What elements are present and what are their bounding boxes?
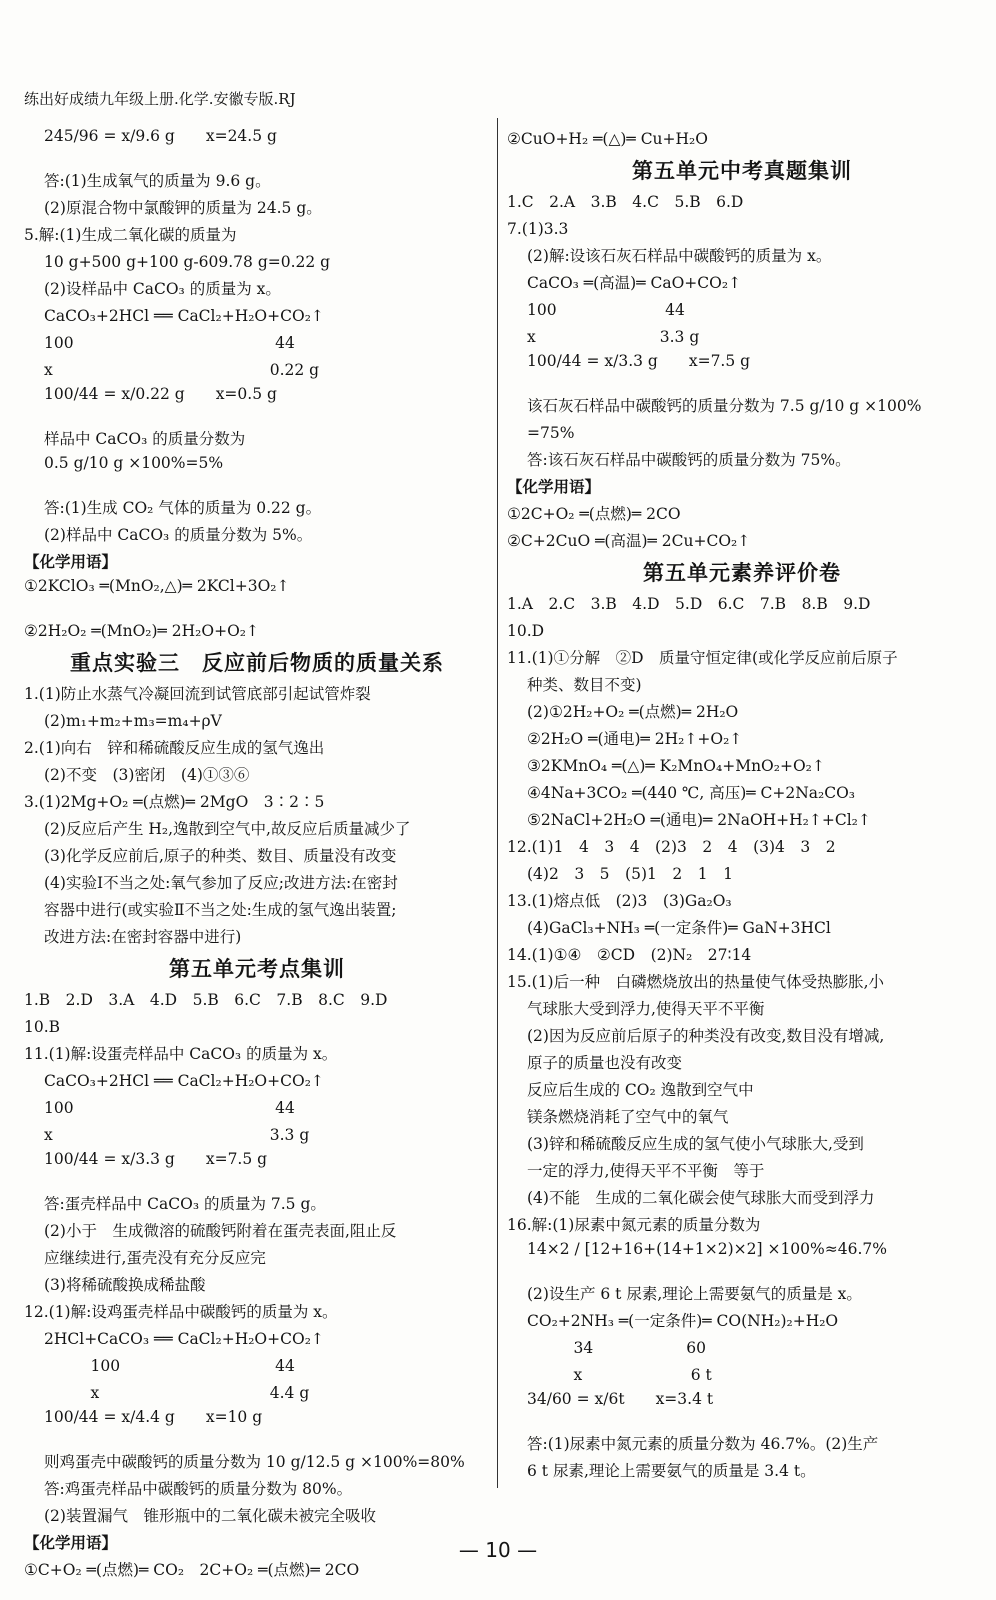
answer-line: (2)m₁+m₂+m₃=m₄+ρV <box>44 712 222 730</box>
answer-line: 2.(1)向右 锌和稀硫酸反应生成的氢气逸出 <box>24 739 325 757</box>
answer-line: 100/44 = x/3.3 g x=7.5 g <box>527 352 751 370</box>
answer-line: 7.(1)3.3 <box>507 220 569 238</box>
answer-line: 种类、数目不变) <box>527 676 642 694</box>
answer-line: 答:(1)尿素中氮元素的质量分数为 46.7%。(2)生产 <box>527 1435 879 1453</box>
column-divider <box>497 118 498 1488</box>
answer-line: 原子的质量也没有改变 <box>527 1054 683 1072</box>
answer-line: (2)小于 生成微溶的硫酸钙附着在蛋壳表面,阻止反 <box>44 1222 397 1240</box>
answer-line: 100/44 = x/3.3 g x=7.5 g <box>44 1150 268 1168</box>
answer-line: (2)设生产 6 t 尿素,理论上需要氨气的质量是 x。 <box>527 1285 862 1303</box>
answer-line: x 0.22 g <box>44 361 320 379</box>
subsection-label: 【化学用语】 <box>507 478 601 496</box>
right-column <box>507 126 977 1485</box>
answer-line: ②C+2CuO ═(高温)═ 2Cu+CO₂↑ <box>507 532 751 550</box>
answer-line: 10.D <box>507 622 545 640</box>
subsection-label: 【化学用语】 <box>24 1534 118 1552</box>
answer-line: (2)因为反应前后原子的种类没有改变,数目没有增减, <box>527 1027 885 1045</box>
answer-line: 6 t 尿素,理论上需要氨气的质量是 3.4 t。 <box>527 1462 816 1480</box>
answer-line: 应继续进行,蛋壳没有充分反应完 <box>44 1249 266 1267</box>
answer-line: x 3.3 g <box>44 1126 310 1144</box>
answer-line: 1.(1)防止水蒸气冷凝回流到试管底部引起试管炸裂 <box>24 685 371 703</box>
answer-line: 245/96 = x/9.6 g x=24.5 g <box>44 127 277 145</box>
answer-line: (2)样品中 CaCO₃ 的质量分数为 5%。 <box>44 526 313 544</box>
section-heading: 第五单元素养评价卷 <box>643 561 841 585</box>
answer-line: (2)装置漏气 锥形瓶中的二氧化碳未被完全吸收 <box>44 1507 376 1525</box>
answer-line: CaCO₃+2HCl ══ CaCl₂+H₂O+CO₂↑ <box>44 1072 324 1090</box>
answer-line: CaCO₃+2HCl ══ CaCl₂+H₂O+CO₂↑ <box>44 307 324 325</box>
book-header: 练出好成绩九年级上册.化学.安徽专版.RJ <box>24 90 296 108</box>
answer-line: (4)2 3 5 (5)1 2 1 1 <box>527 865 733 883</box>
answer-line: (2)不变 (3)密闭 (4)①③⑥ <box>44 766 250 784</box>
answer-line: 容器中进行(或实验Ⅱ不当之处:生成的氢气逸出装置; <box>44 901 397 919</box>
answer-line: 12.(1)1 4 3 4 (2)3 2 4 (3)4 3 2 <box>507 838 836 856</box>
answer-line: 1.A 2.C 3.B 4.D 5.D 6.C 7.B 8.B 9.D <box>507 595 871 613</box>
answer-line: x 4.4 g <box>44 1384 310 1402</box>
answer-line: 100/44 = x/0.22 g x=0.5 g <box>44 385 277 403</box>
answer-line: 2HCl+CaCO₃ ══ CaCl₂+H₂O+CO₂↑ <box>44 1330 324 1348</box>
answer-line: 14×2 / [12+16+(14+1×2)×2] ×100%≈46.7% <box>527 1240 887 1258</box>
left-column <box>24 126 490 1584</box>
answer-line: (2)原混合物中氯酸钾的质量为 24.5 g。 <box>44 199 322 217</box>
answer-line: (3)将稀硫酸换成稀盐酸 <box>44 1276 206 1294</box>
answer-line: (4)实验Ⅰ不当之处:氧气参加了反应;改进方法:在密封 <box>44 874 398 892</box>
answer-line: =75% <box>527 424 575 442</box>
answer-line: 改进方法:在密封容器中进行) <box>44 928 242 946</box>
answer-line: 14.(1)①④ ②CD (2)N₂ 27∶14 <box>507 946 752 964</box>
answer-line: 反应后生成的 CO₂ 逸散到空气中 <box>527 1081 754 1099</box>
answer-line: (2)解:设该石灰石样品中碳酸钙的质量为 x。 <box>527 247 832 265</box>
answer-line: (2)反应后产生 H₂,逸散到空气中,故反应后质量减少了 <box>44 820 411 838</box>
answer-line: ②2H₂O ═(通电)═ 2H₂↑+O₂↑ <box>527 730 743 748</box>
answer-line: 答:(1)生成氧气的质量为 9.6 g。 <box>44 172 271 190</box>
answer-line: ③2KMnO₄ ═(△)═ K₂MnO₄+MnO₂+O₂↑ <box>527 757 825 775</box>
answer-line: 34/60 = x/6t x=3.4 t <box>527 1390 714 1408</box>
answer-line: 5.解:(1)生成二氧化碳的质量为 <box>24 226 237 244</box>
answer-line: 16.解:(1)尿素中氮元素的质量分数为 <box>507 1216 761 1234</box>
answer-line: 0.5 g/10 g ×100%=5% <box>44 454 224 472</box>
subsection-label: 【化学用语】 <box>24 553 118 571</box>
answer-line: 100 44 <box>44 334 295 352</box>
answer-line: ②2H₂O₂ ═(MnO₂)═ 2H₂O+O₂↑ <box>24 622 259 640</box>
answer-line: 100 44 <box>527 301 685 319</box>
answer-line: 答:蛋壳样品中 CaCO₃ 的质量为 7.5 g。 <box>44 1195 326 1213</box>
answer-line: 10 g+500 g+100 g-609.78 g=0.22 g <box>44 253 331 271</box>
answer-line: 1.C 2.A 3.B 4.C 5.B 6.D <box>507 193 744 211</box>
answer-line: CaCO₃ ═(高温)═ CaO+CO₂↑ <box>527 274 742 292</box>
answer-line: (2)设样品中 CaCO₃ 的质量为 x。 <box>44 280 281 298</box>
answer-line: ②CuO+H₂ ═(△)═ Cu+H₂O <box>507 130 708 148</box>
answer-line: 样品中 CaCO₃ 的质量分数为 <box>44 430 246 448</box>
answer-line: 100 44 <box>44 1357 295 1375</box>
answer-line: x 6 t <box>527 1366 712 1384</box>
answer-line: 11.(1)①分解 ②D 质量守恒定律(或化学反应前后原子 <box>507 649 898 667</box>
page-number: — 10 — <box>458 1538 538 1562</box>
answer-line: 100/44 = x/4.4 g x=10 g <box>44 1408 263 1426</box>
answer-line: 1.B 2.D 3.A 4.D 5.B 6.C 7.B 8.C 9.D <box>24 991 388 1009</box>
answer-line: 100 44 <box>44 1099 295 1117</box>
answer-line: CO₂+2NH₃ ═(一定条件)═ CO(NH₂)₂+H₂O <box>527 1312 839 1330</box>
answer-line: 15.(1)后一种 白磷燃烧放出的热量使气体受热膨胀,小 <box>507 973 885 991</box>
answer-line: 则鸡蛋壳中碳酸钙的质量分数为 10 g/12.5 g ×100%=80% <box>44 1453 465 1471</box>
answer-line: (4)不能 生成的二氧化碳会使气球胀大而受到浮力 <box>527 1189 875 1207</box>
answer-line: (4)GaCl₃+NH₃ ═(一定条件)═ GaN+3HCl <box>527 919 831 937</box>
answer-line: 镁条燃烧消耗了空气中的氧气 <box>527 1108 729 1126</box>
answer-line: 气球胀大受到浮力,使得天平不平衡 <box>527 1000 765 1018</box>
answer-line: x 3.3 g <box>527 328 700 346</box>
answer-line: 12.(1)解:设鸡蛋壳样品中碳酸钙的质量为 x。 <box>24 1303 338 1321</box>
answer-line: (3)化学反应前后,原子的种类、数目、质量没有改变 <box>44 847 397 865</box>
section-heading: 重点实验三 反应前后物质的质量关系 <box>70 651 444 675</box>
answer-line: ①2KClO₃ ═(MnO₂,△)═ 2KCl+3O₂↑ <box>24 577 290 595</box>
answer-line: 13.(1)熔点低 (2)3 (3)Ga₂O₃ <box>507 892 732 910</box>
answer-line: 一定的浮力,使得天平不平衡 等于 <box>527 1162 765 1180</box>
answer-line: 答:鸡蛋壳样品中碳酸钙的质量分数为 80%。 <box>44 1480 353 1498</box>
answer-line: 34 60 <box>527 1339 706 1357</box>
answer-line: 该石灰石样品中碳酸钙的质量分数为 7.5 g/10 g ×100% <box>527 397 922 415</box>
answer-line: ①C+O₂ ═(点燃)═ CO₂ 2C+O₂ ═(点燃)═ 2CO <box>24 1561 360 1579</box>
answer-line: 3.(1)2Mg+O₂ ═(点燃)═ 2MgO 3∶2∶5 <box>24 793 325 811</box>
answer-line: ⑤2NaCl+2H₂O ═(通电)═ 2NaOH+H₂↑+Cl₂↑ <box>527 811 871 829</box>
answer-line: 答:(1)生成 CO₂ 气体的质量为 0.22 g。 <box>44 499 322 517</box>
answer-line: ①2C+O₂ ═(点燃)═ 2CO <box>507 505 681 523</box>
answer-line: ④4Na+3CO₂ ═(440 ℃, 高压)═ C+2Na₂CO₃ <box>527 784 856 802</box>
answer-line: 11.(1)解:设蛋壳样品中 CaCO₃ 的质量为 x。 <box>24 1045 338 1063</box>
section-heading: 第五单元中考真题集训 <box>632 159 852 183</box>
section-heading: 第五单元考点集训 <box>169 957 345 981</box>
answer-line: 10.B <box>24 1018 61 1036</box>
answer-line: (2)①2H₂+O₂ ═(点燃)═ 2H₂O <box>527 703 739 721</box>
answer-line: (3)锌和稀硫酸反应生成的氢气使小气球胀大,受到 <box>527 1135 864 1153</box>
answer-line: 答:该石灰石样品中碳酸钙的质量分数为 75%。 <box>527 451 851 469</box>
